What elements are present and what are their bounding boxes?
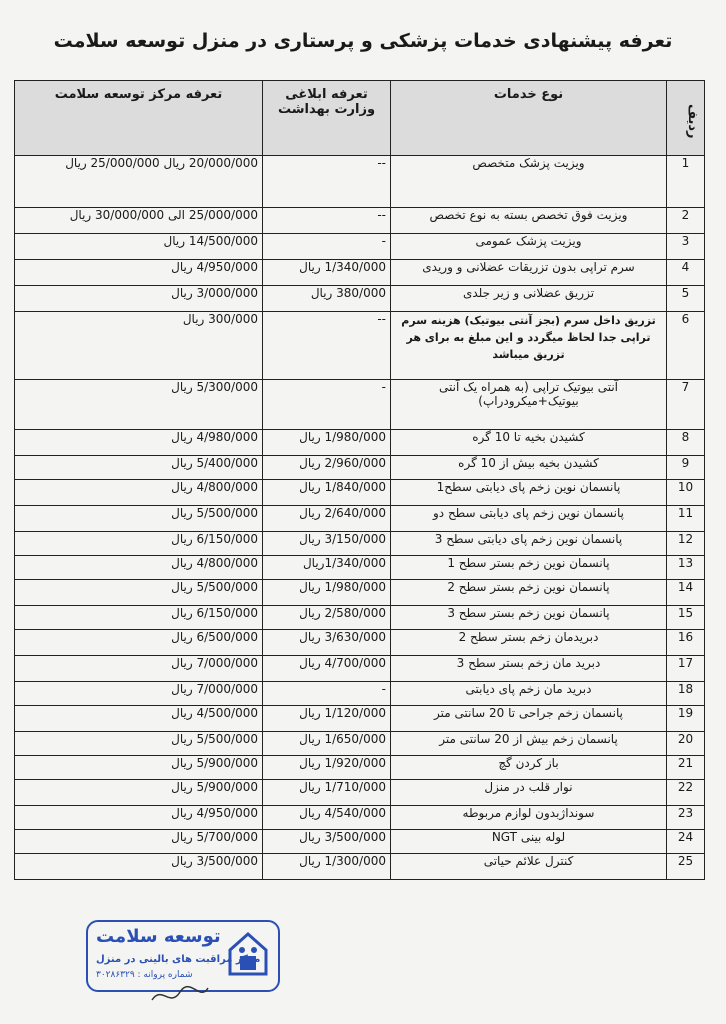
row-ministry-tariff: 4/700/000 ریال <box>263 656 391 682</box>
row-ministry-tariff: 380/000 ریال <box>263 286 391 312</box>
row-number: 4 <box>667 260 705 286</box>
row-number: 22 <box>667 780 705 806</box>
row-ministry-tariff: 2/580/000 ریال <box>263 606 391 630</box>
header-center-tariff: تعرفه مرکز توسعه سلامت <box>15 81 263 156</box>
table-row <box>15 854 705 880</box>
row-number: 13 <box>667 556 705 580</box>
stamp-line-1: مرکز مراقبت های بالینی در منزل <box>96 954 261 965</box>
table-row <box>15 380 705 430</box>
row-ministry-tariff: 1/300/000 ریال <box>263 854 391 880</box>
signature-mark <box>150 980 210 1010</box>
row-ministry-tariff: 2/640/000 ریال <box>263 506 391 532</box>
row-center-tariff: 5/300/000 ریال <box>15 380 263 430</box>
row-number: 16 <box>667 630 705 656</box>
table-row <box>15 480 705 506</box>
row-ministry-tariff: 1/650/000 ریال <box>263 732 391 756</box>
row-ministry-tariff: 2/960/000 ریال <box>263 456 391 480</box>
row-number: 8 <box>667 430 705 456</box>
row-number: 15 <box>667 606 705 630</box>
table-row <box>15 208 705 234</box>
tariff-table <box>14 80 705 880</box>
row-ministry-tariff: -- <box>263 312 391 380</box>
table-row <box>15 580 705 606</box>
row-number: 24 <box>667 830 705 854</box>
row-service: لوله بینی NGT <box>391 830 667 854</box>
row-service: پانسمان نوین زخم پای دیابتی سطح دو <box>391 506 667 532</box>
row-service: نوار قلب در منزل <box>391 780 667 806</box>
row-center-tariff: 4/800/000 ریال <box>15 480 263 506</box>
row-number: 6 <box>667 312 705 380</box>
stamp-brand: توسعه سلامت <box>96 926 221 947</box>
row-number: 23 <box>667 806 705 830</box>
row-service: پانسمان نوین زخم بستر سطح 2 <box>391 580 667 606</box>
row-service: ویزیت پزشک متخصص <box>391 156 667 208</box>
row-center-tariff: 5/400/000 ریال <box>15 456 263 480</box>
row-number: 25 <box>667 854 705 880</box>
row-number: 1 <box>667 156 705 208</box>
row-ministry-tariff: - <box>263 380 391 430</box>
row-center-tariff: 7/000/000 ریال <box>15 656 263 682</box>
row-ministry-tariff: 1/710/000 ریال <box>263 780 391 806</box>
row-service: سرم تراپی بدون تزریقات عضلانی و وریدی <box>391 260 667 286</box>
row-service: باز کردن گچ <box>391 756 667 780</box>
row-number: 11 <box>667 506 705 532</box>
table-row <box>15 556 705 580</box>
row-center-tariff: 5/700/000 ریال <box>15 830 263 854</box>
row-center-tariff: 5/500/000 ریال <box>15 580 263 606</box>
row-number: 18 <box>667 682 705 706</box>
row-number: 5 <box>667 286 705 312</box>
row-center-tariff: 6/500/000 ریال <box>15 630 263 656</box>
row-center-tariff: 3/500/000 ریال <box>15 854 263 880</box>
document-title: تعرفه پیشنهادی خدمات پزشکی و پرستاری در منزل توسعه سلامت <box>53 30 673 52</box>
row-service: تزریق عضلانی و زیر جلدی <box>391 286 667 312</box>
row-ministry-tariff: 1/120/000 ریال <box>263 706 391 732</box>
row-service: دبریدمان زخم بستر سطح 2 <box>391 630 667 656</box>
row-ministry-tariff: 1/980/000 ریال <box>263 580 391 606</box>
row-ministry-tariff: 1/340/000ریال <box>263 556 391 580</box>
row-center-tariff: 5/500/000 ریال <box>15 506 263 532</box>
table-row <box>15 234 705 260</box>
stamp-line-2: شماره پروانه : ۳۰۲۸۶۳۲۹ <box>96 970 193 980</box>
table-row <box>15 656 705 682</box>
row-center-tariff: 5/900/000 ریال <box>15 756 263 780</box>
house-logo-icon <box>226 928 270 978</box>
table-row <box>15 706 705 732</box>
row-center-tariff: 4/980/000 ریال <box>15 430 263 456</box>
row-ministry-tariff: -- <box>263 208 391 234</box>
row-number: 20 <box>667 732 705 756</box>
row-center-tariff: 5/500/000 ریال <box>15 732 263 756</box>
table-row <box>15 456 705 480</box>
row-ministry-tariff: 3/630/000 ریال <box>263 630 391 656</box>
row-center-tariff: 25/000/000 الی 30/000/000 ریال <box>15 208 263 234</box>
table-row <box>15 682 705 706</box>
row-service: دبرید مان زخم پای دیابتی <box>391 682 667 706</box>
table-row <box>15 630 705 656</box>
table-header-row <box>15 81 705 156</box>
row-ministry-tariff: - <box>263 682 391 706</box>
table-row <box>15 806 705 830</box>
row-number: 14 <box>667 580 705 606</box>
row-center-tariff: 4/500/000 ریال <box>15 706 263 732</box>
row-ministry-tariff: - <box>263 234 391 260</box>
row-number: 19 <box>667 706 705 732</box>
row-service: کشیدن بخیه تا 10 گره <box>391 430 667 456</box>
table-row <box>15 732 705 756</box>
row-service: پانسمان زخم جراحی تا 20 سانتی متر <box>391 706 667 732</box>
row-service: دبرید مان زخم بستر سطح 3 <box>391 656 667 682</box>
header-number: ردیف <box>667 81 705 156</box>
table-row <box>15 756 705 780</box>
row-number: 10 <box>667 480 705 506</box>
row-center-tariff: 14/500/000 ریال <box>15 234 263 260</box>
row-service: پانسمان نوین زخم بستر سطح 3 <box>391 606 667 630</box>
row-center-tariff: 5/900/000 ریال <box>15 780 263 806</box>
row-number: 7 <box>667 380 705 430</box>
row-service: پانسمان نوین زخم پای دیابتی سطح1 <box>391 480 667 506</box>
row-number: 12 <box>667 532 705 556</box>
table-row <box>15 312 705 380</box>
table-row <box>15 286 705 312</box>
table-row <box>15 430 705 456</box>
row-center-tariff: 6/150/000 ریال <box>15 532 263 556</box>
table-row <box>15 260 705 286</box>
row-service: پانسمان زخم بیش از 20 سانتی متر <box>391 732 667 756</box>
row-number: 17 <box>667 656 705 682</box>
row-ministry-tariff: 1/920/000 ریال <box>263 756 391 780</box>
row-service: ویزیت فوق تخصص بسته به نوع تخصص <box>391 208 667 234</box>
row-ministry-tariff: -- <box>263 156 391 208</box>
table-row <box>15 830 705 854</box>
row-center-tariff: 7/000/000 ریال <box>15 682 263 706</box>
row-service: ویزیت پزشک عمومی <box>391 234 667 260</box>
row-ministry-tariff: 3/500/000 ریال <box>263 830 391 854</box>
row-ministry-tariff: 1/840/000 ریال <box>263 480 391 506</box>
row-ministry-tariff: 4/540/000 ریال <box>263 806 391 830</box>
table-row <box>15 532 705 556</box>
row-center-tariff: 4/950/000 ریال <box>15 260 263 286</box>
table-row <box>15 780 705 806</box>
row-ministry-tariff: 1/980/000 ریال <box>263 430 391 456</box>
row-ministry-tariff: 1/340/000 ریال <box>263 260 391 286</box>
row-service: پانسمان نوین زخم پای دیابتی سطح 3 <box>391 532 667 556</box>
row-service: تزریق داخل سرم (بجز آنتی بیوتیک) هزینه سرم تراپی جدا لحاظ میگردد و این مبلغ به برای هر تزریق میباشد <box>391 312 667 380</box>
header-ministry-tariff: تعرفه ابلاغی وزارت بهداشت <box>263 81 391 156</box>
header-service: نوع خدمات <box>391 81 667 156</box>
row-number: 2 <box>667 208 705 234</box>
row-number: 21 <box>667 756 705 780</box>
row-service: کنترل علائم حیاتی <box>391 854 667 880</box>
row-ministry-tariff: 3/150/000 ریال <box>263 532 391 556</box>
row-service: پانسمان نوین زخم بستر سطح 1 <box>391 556 667 580</box>
row-center-tariff: 6/150/000 ریال <box>15 606 263 630</box>
table-row <box>15 606 705 630</box>
table-row <box>15 156 705 208</box>
row-center-tariff: 3/000/000 ریال <box>15 286 263 312</box>
row-center-tariff: 4/800/000 ریال <box>15 556 263 580</box>
row-center-tariff: 300/000 ریال <box>15 312 263 380</box>
row-number: 3 <box>667 234 705 260</box>
row-center-tariff: 20/000/000 ریال 25/000/000 ریال <box>15 156 263 208</box>
table-row <box>15 506 705 532</box>
row-service: سونداژبدون لوازم مربوطه <box>391 806 667 830</box>
row-service: کشیدن بخیه بیش از 10 گره <box>391 456 667 480</box>
row-number: 9 <box>667 456 705 480</box>
row-center-tariff: 4/950/000 ریال <box>15 806 263 830</box>
row-service: آنتی بیوتیک تراپی (به همراه یک آنتی بیوتیک+میکرودراپ) <box>391 380 667 430</box>
